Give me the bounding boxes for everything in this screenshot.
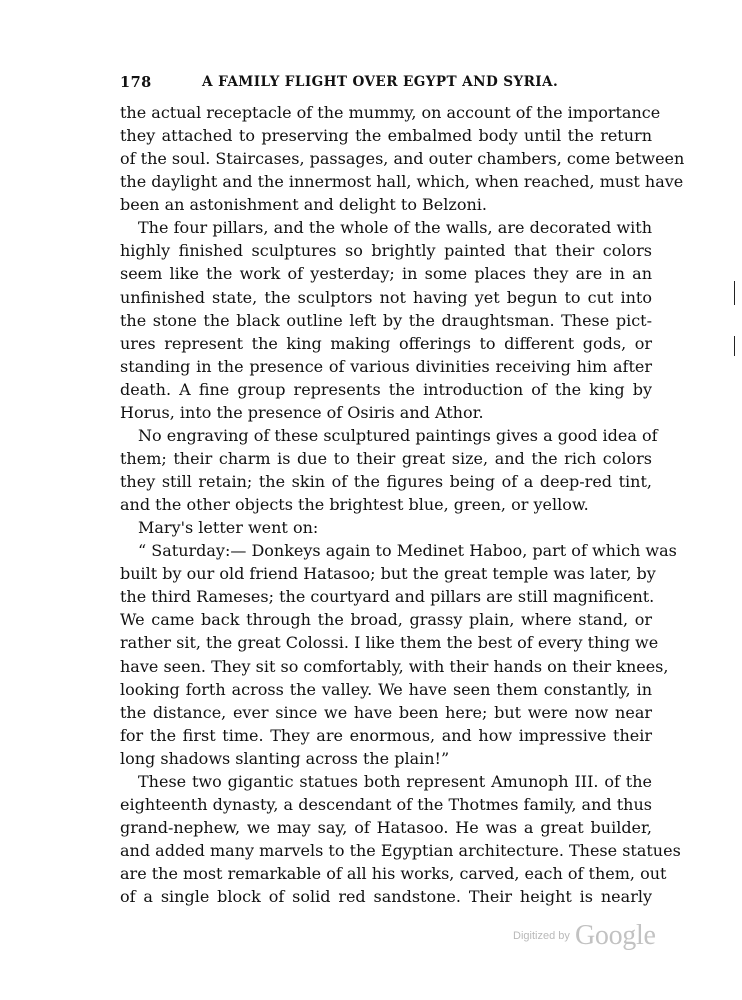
text-line: unfinished state, the sculptors not having yet begun to cut into (120, 287, 652, 307)
text-line: and added many marvels to the Egyptian architecture. These statues (120, 841, 681, 860)
text-line: the daylight and the innermost hall, which, when reached, must have (120, 172, 684, 192)
text-line: the distance, ever since we have been here; but were now near (120, 702, 652, 722)
paragraph-start-line: No engraving of these sculptured paintings gives a good idea of (138, 425, 658, 445)
text-line: are the most remarkable of all his works, carved, each of them, out (120, 864, 667, 884)
page-number: 178 (120, 74, 152, 91)
text-line: for the first time. They are enormous, and how impressive their (120, 725, 652, 745)
text-line: the actual receptacle of the mummy, on account of the importance (120, 103, 661, 122)
scan-margin-mark (734, 281, 735, 305)
text-line: rather sit, the great Colossi. I like them the best of every thing we (120, 633, 659, 653)
paragraph-start-line: The four pillars, and the whole of the walls, are decorated with (138, 218, 652, 238)
text-line: highly finished sculptures so brightly painted that their colors (120, 241, 652, 261)
body-text (120, 101, 685, 908)
text-line: of the soul. Staircases, passages, and outer chambers, come between (120, 149, 685, 169)
text-line: ures represent the king making offerings to different gods, or (120, 333, 652, 353)
text-line: been an astonishment and delight to Belzoni. (120, 195, 487, 215)
digitized-by-google-watermark (513, 920, 673, 960)
text-line: the stone the black outline left by the draughtsman. These pict- (120, 310, 652, 330)
running-title: A FAMILY FLIGHT OVER EGYPT AND SYRIA. (202, 74, 559, 90)
text-line: have seen. They sit so comfortably, with their hands on their knees, (120, 656, 669, 676)
text-line: long shadows slanting across the plain!” (120, 748, 450, 768)
text-line: of a single block of solid red sandstone. Their height is nearly (120, 887, 652, 907)
text-line: standing in the presence of various divinities receiving him after (120, 356, 652, 376)
text-line: and the other objects the brightest blue, green, or yellow. (120, 495, 589, 515)
text-line: the third Rameses; the courtyard and pillars are still magnificent. (120, 587, 655, 607)
text-line: death. A fine group represents the introduction of the king by (120, 379, 652, 399)
paragraph-start-line: These two gigantic statues both represent Amunoph III. of the (138, 771, 652, 791)
letter-quote-line: “ Saturday:— Donkeys again to Medinet Haboo, part of which was (138, 541, 677, 561)
text-line: We came back through the broad, grassy plain, where stand, or (120, 610, 652, 630)
text-line: grand-nephew, we may say, of Hatasoo. He was a great builder, (120, 817, 652, 837)
text-line: eighteenth dynasty, a descendant of the Thotmes family, and thus (120, 794, 652, 814)
scan-margin-mark (734, 336, 735, 356)
text-line: looking forth across the valley. We have seen them constantly, in (120, 679, 652, 699)
text-line: seem like the work of yesterday; in some places they are in an (120, 264, 652, 284)
text-line: Horus, into the presence of Osiris and Athor. (120, 402, 484, 422)
text-line: they still retain; the skin of the figures being of a deep-red tint, (120, 472, 652, 491)
text-line: built by our old friend Hatasoo; but the great temple was later, by (120, 564, 656, 584)
google-logo: Google (574, 920, 656, 951)
paragraph-start-line: Mary's letter went on: (138, 518, 319, 538)
page-header (120, 74, 652, 98)
watermark-prefix: Digitized by (513, 930, 570, 942)
text-line: them; their charm is due to their great size, and the rich colors (120, 448, 652, 468)
text-line: they attached to preserving the embalmed body until the return (120, 126, 652, 146)
